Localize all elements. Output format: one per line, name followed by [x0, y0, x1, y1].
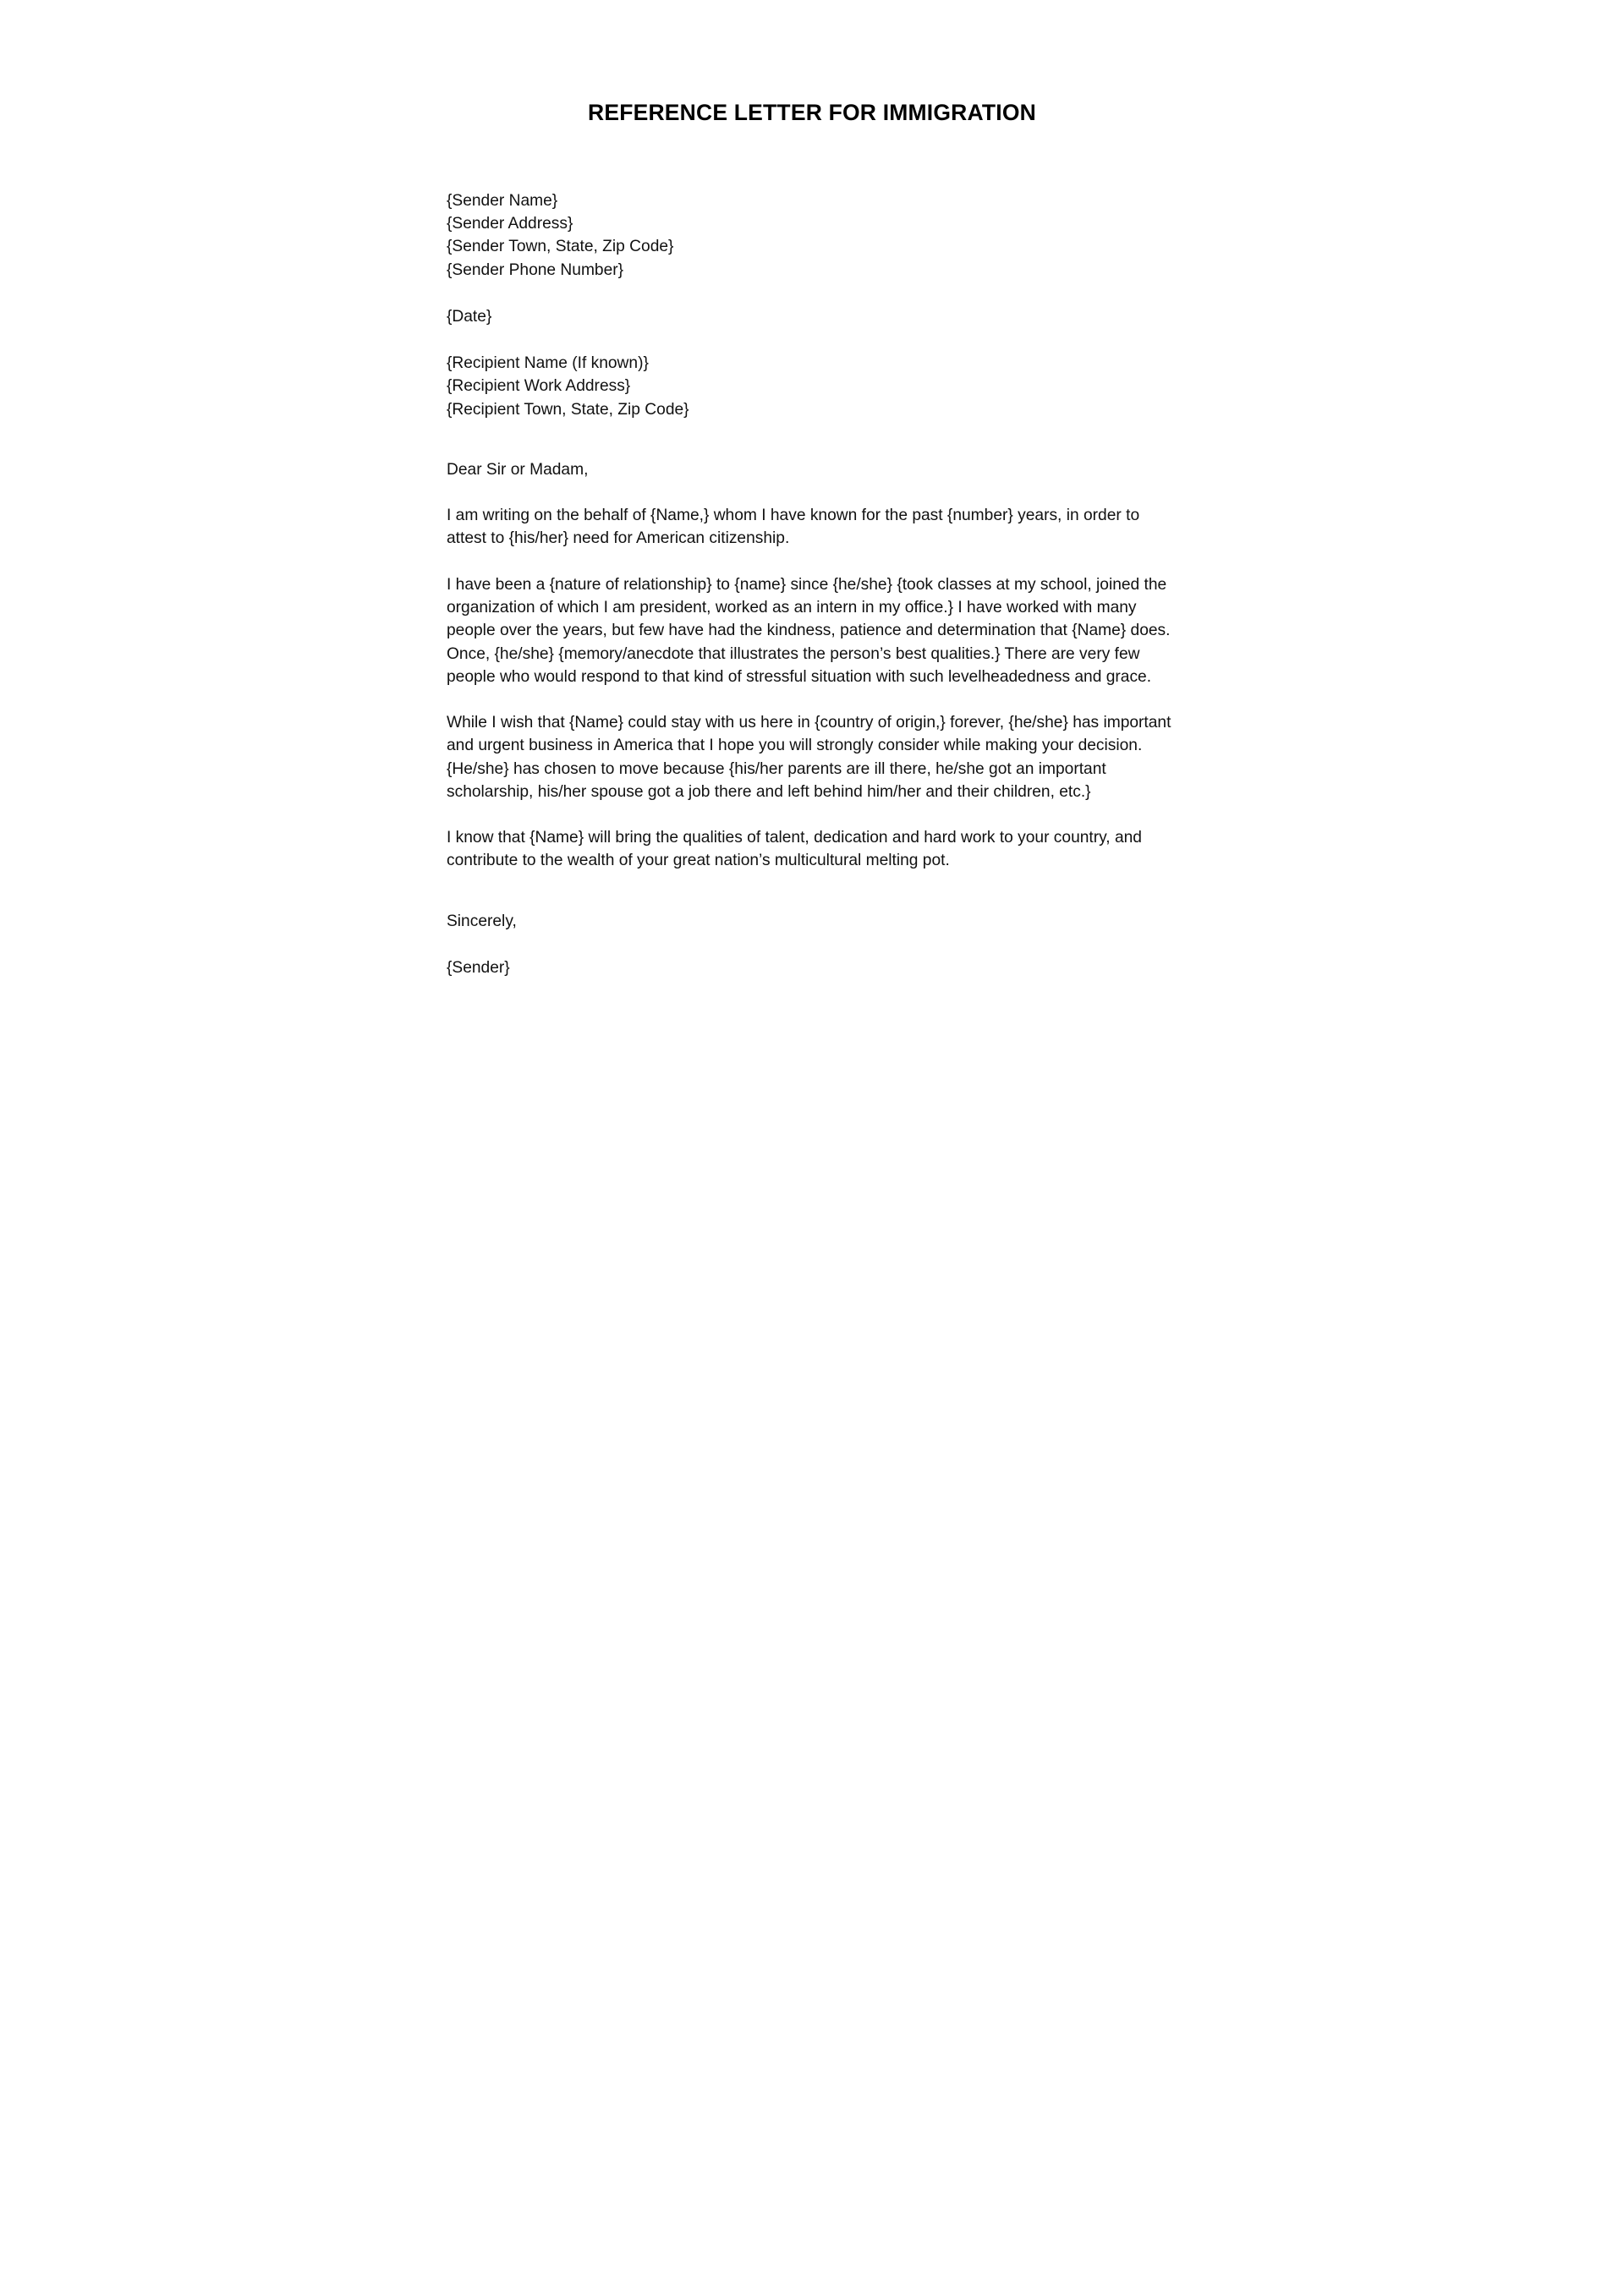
spacer-before-recipient — [447, 328, 1177, 352]
recipient-name: {Recipient Name (If known)} — [447, 354, 649, 373]
recipient-town-state-zip: {Recipient Town, State, Zip Code} — [447, 400, 689, 419]
sender-phone: {Sender Phone Number} — [447, 260, 624, 279]
sender-name: {Sender Name} — [447, 191, 558, 210]
paragraph-2: I have been a {nature of relationship} to {name} since {he/she} {took classes at my school, joined the organization of which I am president, worked as an intern in my office.} I have worked with many people over the years, but few have had the kindness, patience and determination that {Name} does. Once, {he/she} {memory/anecdote that illustrates the person’s best qualities.} There are very few people who would respond to that kind of stressful situation with such levelheadedness and grace. — [447, 575, 1171, 686]
date-block — [447, 305, 1177, 328]
closing-salutation: Sincerely, — [447, 912, 517, 930]
spacer-before-p2 — [447, 551, 1177, 573]
signature-name: {Sender} — [447, 958, 510, 977]
salutation-block — [447, 458, 1177, 481]
letter-body — [447, 189, 1177, 979]
paragraph-3: While I wish that {Name} could stay with us here in {country of origin,} forever, {he/she} has important and urgent business in America that I hope you will strongly consider while making your decision. {He/she} has chosen to move because {his/her parents are ill there, he/she got an important scholarship, his/her spouse got a job there and left behind him/her and their children, etc.} — [447, 714, 1171, 801]
recipient-work-address: {Recipient Work Address} — [447, 377, 631, 396]
sender-block — [447, 189, 1177, 282]
spacer-before-p4 — [447, 803, 1177, 826]
spacer-before-p1 — [447, 481, 1177, 504]
spacer-before-date — [447, 282, 1177, 305]
signature-block — [447, 956, 1177, 979]
date-value: {Date} — [447, 307, 492, 326]
spacer-before-signature — [447, 933, 1177, 956]
paragraph-1: I am writing on the behalf of {Name,} whom I have known for the past {number} years, in order to attest to {his/her} need for American citizenship. — [447, 507, 1140, 548]
page-title: REFERENCE LETTER FOR IMMIGRATION — [587, 100, 1036, 125]
letter-page — [338, 0, 1286, 1339]
paragraph-4: I know that {Name} will bring the qualities of talent, dedication and hard work to your country, and contribute to the wealth of your great nation’s multicultural melting pot. — [447, 829, 1142, 870]
spacer-before-closing — [447, 873, 1177, 910]
recipient-block — [447, 352, 1177, 421]
salutation: Dear Sir or Madam, — [447, 460, 589, 479]
spacer-after-title — [447, 127, 1177, 189]
spacer-before-p3 — [447, 688, 1177, 711]
sender-town-state-zip: {Sender Town, State, Zip Code} — [447, 238, 674, 256]
sender-address: {Sender Address} — [447, 215, 573, 233]
closing-block — [447, 910, 1177, 933]
spacer-before-salutation — [447, 421, 1177, 458]
